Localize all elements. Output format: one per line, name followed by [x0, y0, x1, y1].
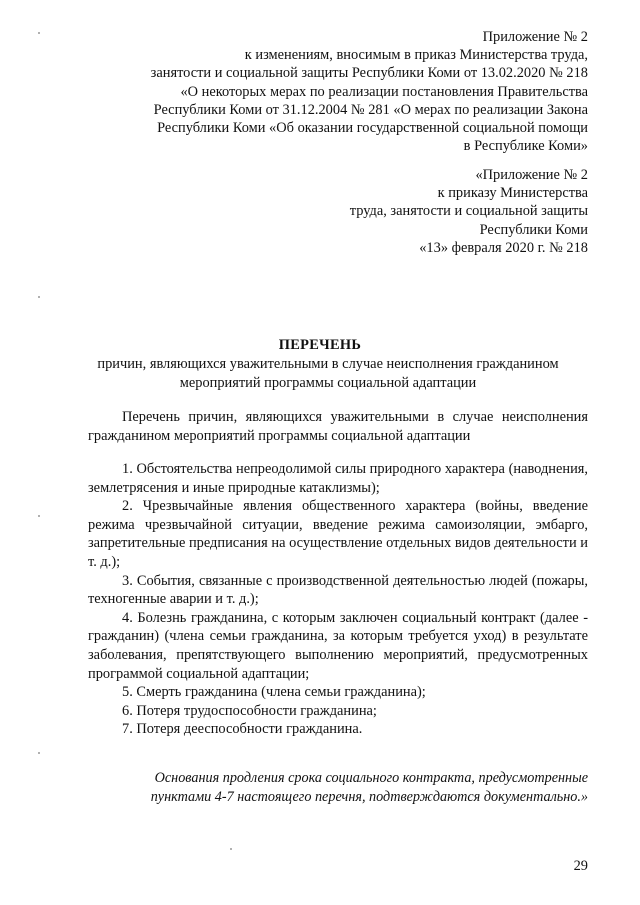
page-number: 29 — [573, 858, 588, 874]
intro-line: гражданином мероприятий программы социальной адаптации — [88, 427, 471, 444]
document-subtitle — [78, 355, 578, 392]
amendment-header-line: занятости и социальной защиты Республики Коми от 13.02.2020 № 218 — [150, 65, 588, 82]
amendment-header-line: в Республике Коми» — [463, 138, 588, 155]
reason-item: 3. События, связанные с производственной деятельностью людей (пожары, техногенные аварии и т. д.); — [88, 572, 588, 608]
order-header-line: к приказу Министерства — [437, 185, 588, 202]
basis-line: Основания продления срока социального контракта, предусмотренные — [154, 770, 588, 786]
reason-item: 6. Потеря трудоспособности гражданина; — [122, 702, 377, 719]
basis-line: пунктами 4-7 настоящего перечня, подтверждаются документально.» — [150, 788, 588, 805]
order-header-line: Республики Коми — [479, 221, 588, 238]
amendment-header-line: Республики Коми «Об оказании государственной социальной помощи — [157, 120, 588, 137]
document-title: ПЕРЕЧЕНЬ — [278, 337, 362, 353]
reason-item: 4. Болезнь гражданина, с которым заключен социальный контракт (далее - гражданин) (члена семьи гражданина, за которым требуется уход) в результате заболевания, препятствующего выполнению мероприятий, предусмотренных программой социальной адаптации; — [88, 609, 588, 682]
amendment-header-line: Республики Коми от 31.12.2004 № 281 «О мерах по реализации Закона — [153, 101, 588, 118]
reason-item: 1. Обстоятельства непреодолимой силы природного характера (наводнения, землетрясения и иные природные катаклизмы); — [88, 461, 588, 496]
reason-item: 5. Смерть гражданина (члена семьи гражданина); — [122, 684, 426, 701]
extension-basis-note — [88, 769, 588, 806]
subtitle-line: причин, являющихся уважительными в случае неисполнения гражданином — [97, 356, 559, 372]
amendment-header-line: к изменениям, вносимым в приказ Министерства труда, — [244, 47, 588, 64]
scan-speck — [38, 296, 40, 298]
order-header-line: труда, занятости и социальной защиты — [349, 203, 588, 220]
order-header-line: «Приложение № 2 — [475, 167, 588, 183]
amendment-header — [68, 28, 588, 155]
reasons-list — [88, 460, 588, 739]
scan-speck — [230, 848, 232, 850]
scan-speck — [38, 752, 40, 754]
intro-paragraph — [88, 408, 588, 445]
subtitle-line: мероприятий программы социальной адаптации — [179, 374, 477, 391]
intro-line: Перечень причин, являющихся уважительными в случае неисполнения — [122, 409, 588, 425]
amendment-header-line: Приложение № 2 — [482, 29, 588, 45]
order-header — [188, 166, 588, 257]
amendment-header-line: «О некоторых мерах по реализации постановления Правительства — [180, 83, 588, 100]
order-header-line: «13» февраля 2020 г. № 218 — [419, 239, 588, 256]
scan-speck — [38, 515, 40, 517]
reason-item: 2. Чрезвычайные явления общественного характера (войны, введение режима чрезвычайной ситуации, введение режима самоизоляции, эмбарго, запретительные предписания на осуществление отдельных видов деятельности и т. д.); — [88, 498, 588, 570]
reason-item: 7. Потеря дееспособности гражданина. — [122, 721, 363, 738]
scan-speck — [38, 32, 40, 34]
